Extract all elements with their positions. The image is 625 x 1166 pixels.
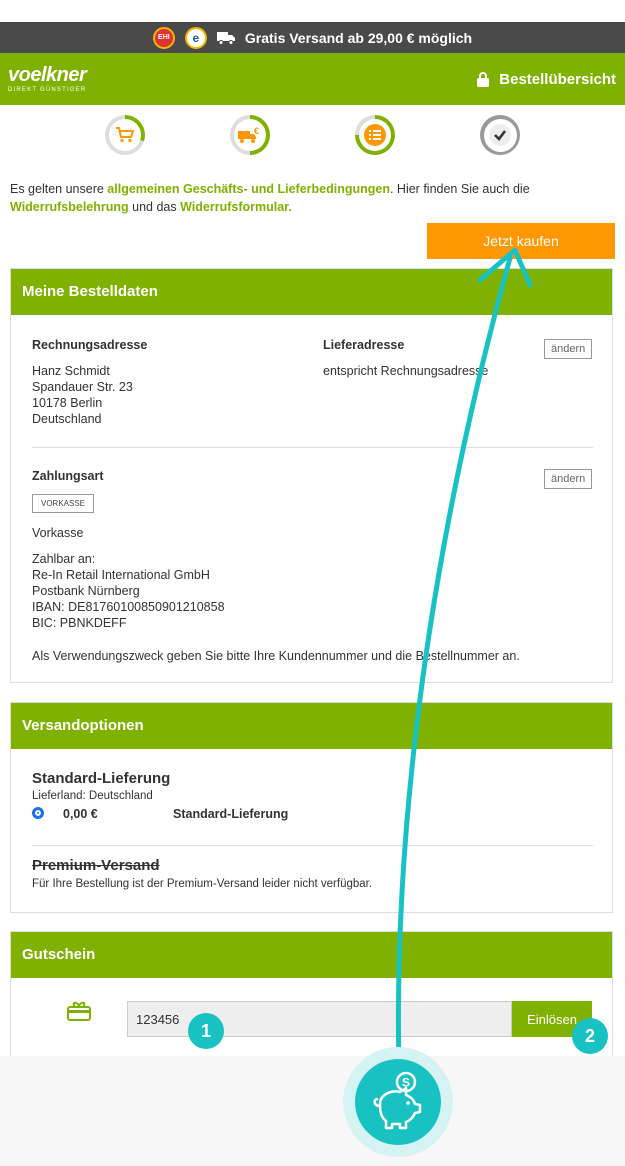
terms-text bbox=[10, 180, 610, 216]
change-payment-button[interactable]: ändern bbox=[544, 469, 592, 489]
lock-icon bbox=[477, 72, 489, 87]
payable-line: Postbank Nürnberg bbox=[32, 584, 140, 598]
annotation-marker-2: 2 bbox=[572, 1018, 608, 1054]
shipping-options-panel bbox=[10, 702, 613, 913]
svg-text:€: € bbox=[254, 126, 260, 136]
reference-note: Als Verwendungszweck geben Sie bitte Ihre Kundennummer und die Bestellnummer an. bbox=[32, 649, 520, 663]
payable-line: Re-In Retail International GmbH bbox=[32, 568, 210, 582]
standard-delivery-title: Standard-Lieferung bbox=[32, 770, 171, 787]
withdrawal-policy-link[interactable]: Widerrufsbelehrung bbox=[10, 200, 129, 214]
checkout-steps bbox=[0, 115, 625, 160]
voelkner-logo[interactable] bbox=[8, 65, 86, 93]
terms-text-part2: . Hier finden Sie auch die bbox=[389, 182, 530, 196]
coupon-heading: Gutschein bbox=[11, 932, 612, 978]
gift-card-icon bbox=[67, 1000, 91, 1022]
buy-now-button[interactable]: Jetzt kaufen bbox=[427, 223, 615, 259]
piggy-bank-icon bbox=[366, 1070, 430, 1134]
piggy-bank-badge bbox=[343, 1047, 453, 1157]
payment-badge: VORKASSE bbox=[32, 494, 94, 513]
promo-bar bbox=[0, 22, 625, 53]
logo-name: voelkner bbox=[8, 64, 87, 86]
terms-text-part1: Es gelten unsere bbox=[10, 182, 108, 196]
header-title-group bbox=[477, 71, 616, 88]
billing-line: Spandauer Str. 23 bbox=[32, 380, 133, 394]
payable-line: IBAN: DE81760100850901210858 bbox=[32, 600, 225, 614]
section-divider bbox=[32, 447, 593, 448]
payment-method-label: Zahlungsart bbox=[32, 469, 104, 483]
trusted-shops-seal-icon: e bbox=[185, 27, 207, 49]
ehi-seal-icon: EHI bbox=[153, 27, 175, 49]
terms-text-part3: und das bbox=[128, 200, 181, 214]
withdrawal-form-link[interactable]: Widerrufsformular. bbox=[180, 200, 292, 214]
billing-line: 10178 Berlin bbox=[32, 396, 103, 410]
standard-delivery-option-label: Standard-Lieferung bbox=[173, 807, 289, 821]
billing-address bbox=[32, 363, 133, 427]
payment-method-name: Vorkasse bbox=[32, 526, 84, 540]
check-icon bbox=[489, 124, 511, 146]
premium-shipping-title: Premium-Versand bbox=[32, 857, 160, 874]
order-data-panel bbox=[10, 268, 613, 683]
step-shipping-payment bbox=[230, 115, 270, 155]
promo-text: Gratis Versand ab 29,00 € möglich bbox=[244, 29, 473, 46]
payable-line: Zahlbar an: bbox=[32, 552, 96, 566]
step-cart bbox=[105, 115, 145, 155]
billing-line: Deutschland bbox=[32, 412, 102, 426]
step-overview bbox=[355, 115, 395, 155]
cart-icon bbox=[116, 127, 134, 143]
shipping-options-heading: Versandoptionen bbox=[11, 703, 612, 749]
step-done bbox=[480, 115, 520, 155]
payable-to-details bbox=[32, 551, 225, 631]
premium-shipping-note: Für Ihre Bestellung ist der Premium-Versand leider nicht verfügbar. bbox=[32, 878, 373, 890]
page-bottom bbox=[0, 1056, 625, 1166]
delivery-country: Lieferland: Deutschland bbox=[32, 790, 153, 802]
truck-icon bbox=[217, 31, 235, 45]
order-data-heading: Meine Bestelldaten bbox=[11, 269, 612, 315]
payable-line: BIC: PBNKDEFF bbox=[32, 616, 127, 630]
coupon-code-input[interactable] bbox=[127, 1001, 512, 1037]
logo-tagline: DIREKT GÜNSTIGER bbox=[8, 87, 87, 93]
page-title: Bestellübersicht bbox=[499, 70, 616, 88]
redeem-coupon-button[interactable]: Einlösen bbox=[512, 1001, 592, 1037]
delivery-address-label: Lieferadresse bbox=[323, 338, 405, 352]
site-header bbox=[0, 53, 625, 105]
annotation-marker-1: 1 bbox=[188, 1013, 224, 1049]
billing-line: Hanz Schmidt bbox=[32, 364, 110, 378]
terms-link[interactable]: allgemeinen Geschäfts- und Lieferbedingungen bbox=[107, 182, 390, 196]
coin-symbol: S bbox=[401, 1075, 411, 1090]
section-divider bbox=[32, 845, 593, 846]
list-icon bbox=[369, 130, 381, 140]
billing-address-label: Rechnungsadresse bbox=[32, 338, 148, 352]
truck-euro-icon bbox=[238, 126, 262, 144]
standard-delivery-radio[interactable] bbox=[32, 807, 44, 819]
main-content bbox=[0, 105, 625, 1056]
change-address-button[interactable]: ändern bbox=[544, 339, 592, 359]
delivery-address: entspricht Rechnungsadresse bbox=[323, 364, 489, 378]
coupon-panel bbox=[10, 931, 613, 1056]
top-spacer bbox=[0, 0, 625, 22]
standard-delivery-price: 0,00 € bbox=[63, 807, 98, 821]
